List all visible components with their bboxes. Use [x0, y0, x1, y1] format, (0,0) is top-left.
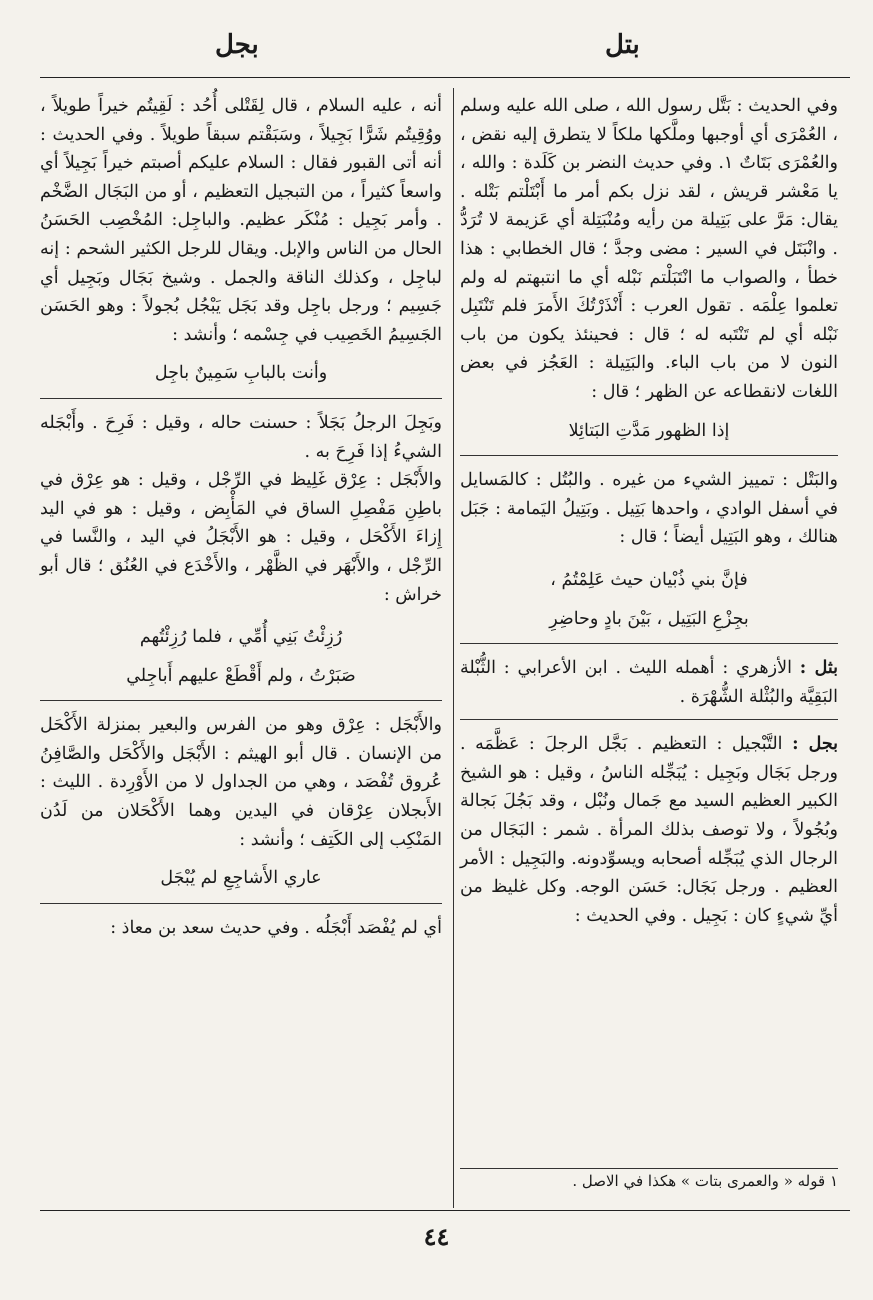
verse-line: وأنت بالبابِ سَمِينٌ باجِل	[154, 363, 328, 384]
running-head-left: بجل	[215, 30, 259, 60]
column-divider	[453, 88, 454, 1208]
divider	[460, 643, 838, 644]
divider	[460, 719, 838, 720]
paragraph: أنه ، عليه السلام ، قال لِقَتْلى أُحُد : لَقِيتُم خيراً طويلاً ، ووُقِيتُم شَرًّا بَجِيلاً ، وسَبَقْتم سبقاً طويلاً . وفي الحديث : أنه أتى القبور فقال : السلام عليكم أصبتم خيراً بَجِيلاً أي واسعاً كثيراً ، من التبجيل التعظيم ، أو من البَجَال الضَّخْم . وأمر بَجِيل : مُنْكَر عظيم. والباجِل: المُخْصِب الحَسَنُ الحال من الناس والإبل. ويقال للرجل الكثير الشحم : إنه لباجِل ، وكذلك الناقة والجمل . وشيخ بَجَال وبَجِيل أي جَسِيم ؛ ورجل باجِل وقد بَجَل يَبْجُل بُجولاً : وهو الحَسَن الجَسِيمُ الخَصِيب في جِسْمه ؛ وأنشد :	[40, 96, 442, 345]
verse-line: صَبَرْتُ ، ولم أَقْطَعْ عليهم أَباجِلي	[126, 665, 356, 686]
divider	[460, 455, 838, 456]
paragraph: أي لم يُفْصَد أَبْجَلُه . وفي حديث سعد بن معاذ :	[110, 917, 442, 938]
verse-line: إذا الظهور مَدَّتِ البَتائِلا	[568, 420, 730, 441]
page-header	[0, 30, 873, 70]
running-head-right: بتل	[605, 30, 640, 60]
page-number: ٤٤	[423, 1222, 450, 1251]
paragraph: والأَبْجَل : عِرْق وهو من الفرس والبعير بمنزلة الأَكْحَل من الإنسان . قال أبو الهيثم : الأَبْجَل والأَكْحَل والصَّافِنُ عُروق تُفْصَد ، وهي من الجداول لا من الأَوْرِدة . الليث : الأَبجلان عِرْقان في اليدين وهما الأَكْحَلان من لَدُن المَنْكِب إلى الكَتِف ؛ وأنشد :	[40, 715, 442, 850]
divider	[40, 700, 442, 701]
divider	[40, 903, 442, 904]
verse-line: رُزِئْتُ بَنِي أُمِّي ، فلما رُزِئْتُهم	[139, 627, 343, 648]
footnote: ١ قوله « والعمرى بتات » هكذا في الاصل .	[572, 1172, 838, 1190]
dictionary-entry	[460, 730, 838, 930]
entry-body: التَّبْجيل : التعظيم . بَجَّل الرجلَ : عَظَّمَه . ورجل بَجَال وبَجِيل : يُبَجِّله الناسُ ، وقيل : هو الشيخ الكبير العظيم السيد مع جَمال ونُبْل ، وقد بَجُلَ بَجالة وبُجُولاً ، ولا توصف بذلك المرأة . شمر : البَجَال من الرجال الذي يُبَجِّله أصحابه ويسوِّدونه. والبَجِيل : الأمر العظيم . ورجل بَجَال: حَسَن الوجه. وكل غليظ من أيِّ شيءٍ كان : بَجِيل . وفي الحديث :	[460, 734, 838, 926]
paragraph: وبَجِلَ الرجلُ بَجَلاً : حسنت حاله ، وقيل : فَرِحَ . وأَبْجَله الشيءُ إذا فَرِحَ به .	[40, 412, 442, 462]
footer-rule	[40, 1210, 850, 1211]
right-column	[460, 92, 838, 930]
dictionary-entry	[460, 654, 838, 711]
paragraph: والبَتْل : تمييز الشيء من غيره . والبُتُل : كالمَسايل في أسفل الوادي ، واحدها بَتِيل . وبَتِيلُ اليَمامة : جَبَل هنالك ، وهو البَتِيل أيضاً ؛ قال :	[460, 470, 838, 548]
left-column	[40, 92, 442, 942]
entry-body: الأزهري : أهمله الليث . ابن الأعرابي : الثُّبْلة البَقِيَّة والبُثْلة الشُّهْرَة .	[460, 658, 838, 707]
paragraph: والأَبْجَل : عِرْق غَلِيظ في الرِّجْل ، وقيل : هو عِرْق في باطِنِ مَفْصِلِ الساق في المَأْبِض ، وقيل : هو في اليد إِزاءَ الأَكْحَل ، وقيل : هو الأَبْجَلُ في اليد ، والنَّسا في الرِّجْل ، والأَبْهَر في الظَّهْر ، والأَخْدَع في العُنُق ؛ قال أبو خراش :	[40, 470, 442, 605]
paragraph: وفي الحديث : بَتَّل رسول الله ، صلى الله عليه وسلم ، العُمْرَى أي أوجبها وملَّكها ملكاً لا يتطرق إليه نقض ، والعُمْرَى بَتَاتٌ ١. وفي حديث النضر بن كَلَدة : والله ، يا مَعْشر قريش ، لقد نزل بكم أمر ما أَبْتَلْتم بَتْله . يقال: مَرَّ على بَتِيلة من رأيه ومُنْبَتِلة أي عَزيمة لا تُرَدُّ . وانْبَتَل في السير : مضى وجدَّ ؛ قال الخطابي : هذا خطأ ، والصواب ما انْتَبَلْتم نَبْله أي ما انتبهتم له ولم تعلموا عِلْمَه . تقول العرب : أَنْذَرْتُكَ الأَمرَ فلم تَنْتَبِل نَبْله أي لم تَنْتَبه له ؛ قال : فحينئذ يكون من باب النون لا من باب الباء. والبَتِيلة : العَجُز في بعض اللغات لانقطاعه عن الظهر ؛ قال :	[460, 96, 838, 402]
footnote-rule	[460, 1168, 838, 1169]
verse-line: فإنَّ بني ذُبْيان حيث عَلِمْتُمُ ،	[550, 569, 748, 590]
entry-headword: بجل :	[792, 734, 838, 755]
divider	[40, 398, 442, 399]
verse-line: بجِزْعِ البَتِيل ، بَيْنَ بادٍ وحاضِرِ	[549, 608, 749, 629]
verse-line: عاري الأَشاجِعِ لم يُبْجَل	[160, 868, 322, 889]
entry-headword: بثل :	[799, 658, 838, 679]
header-rule	[40, 77, 850, 78]
